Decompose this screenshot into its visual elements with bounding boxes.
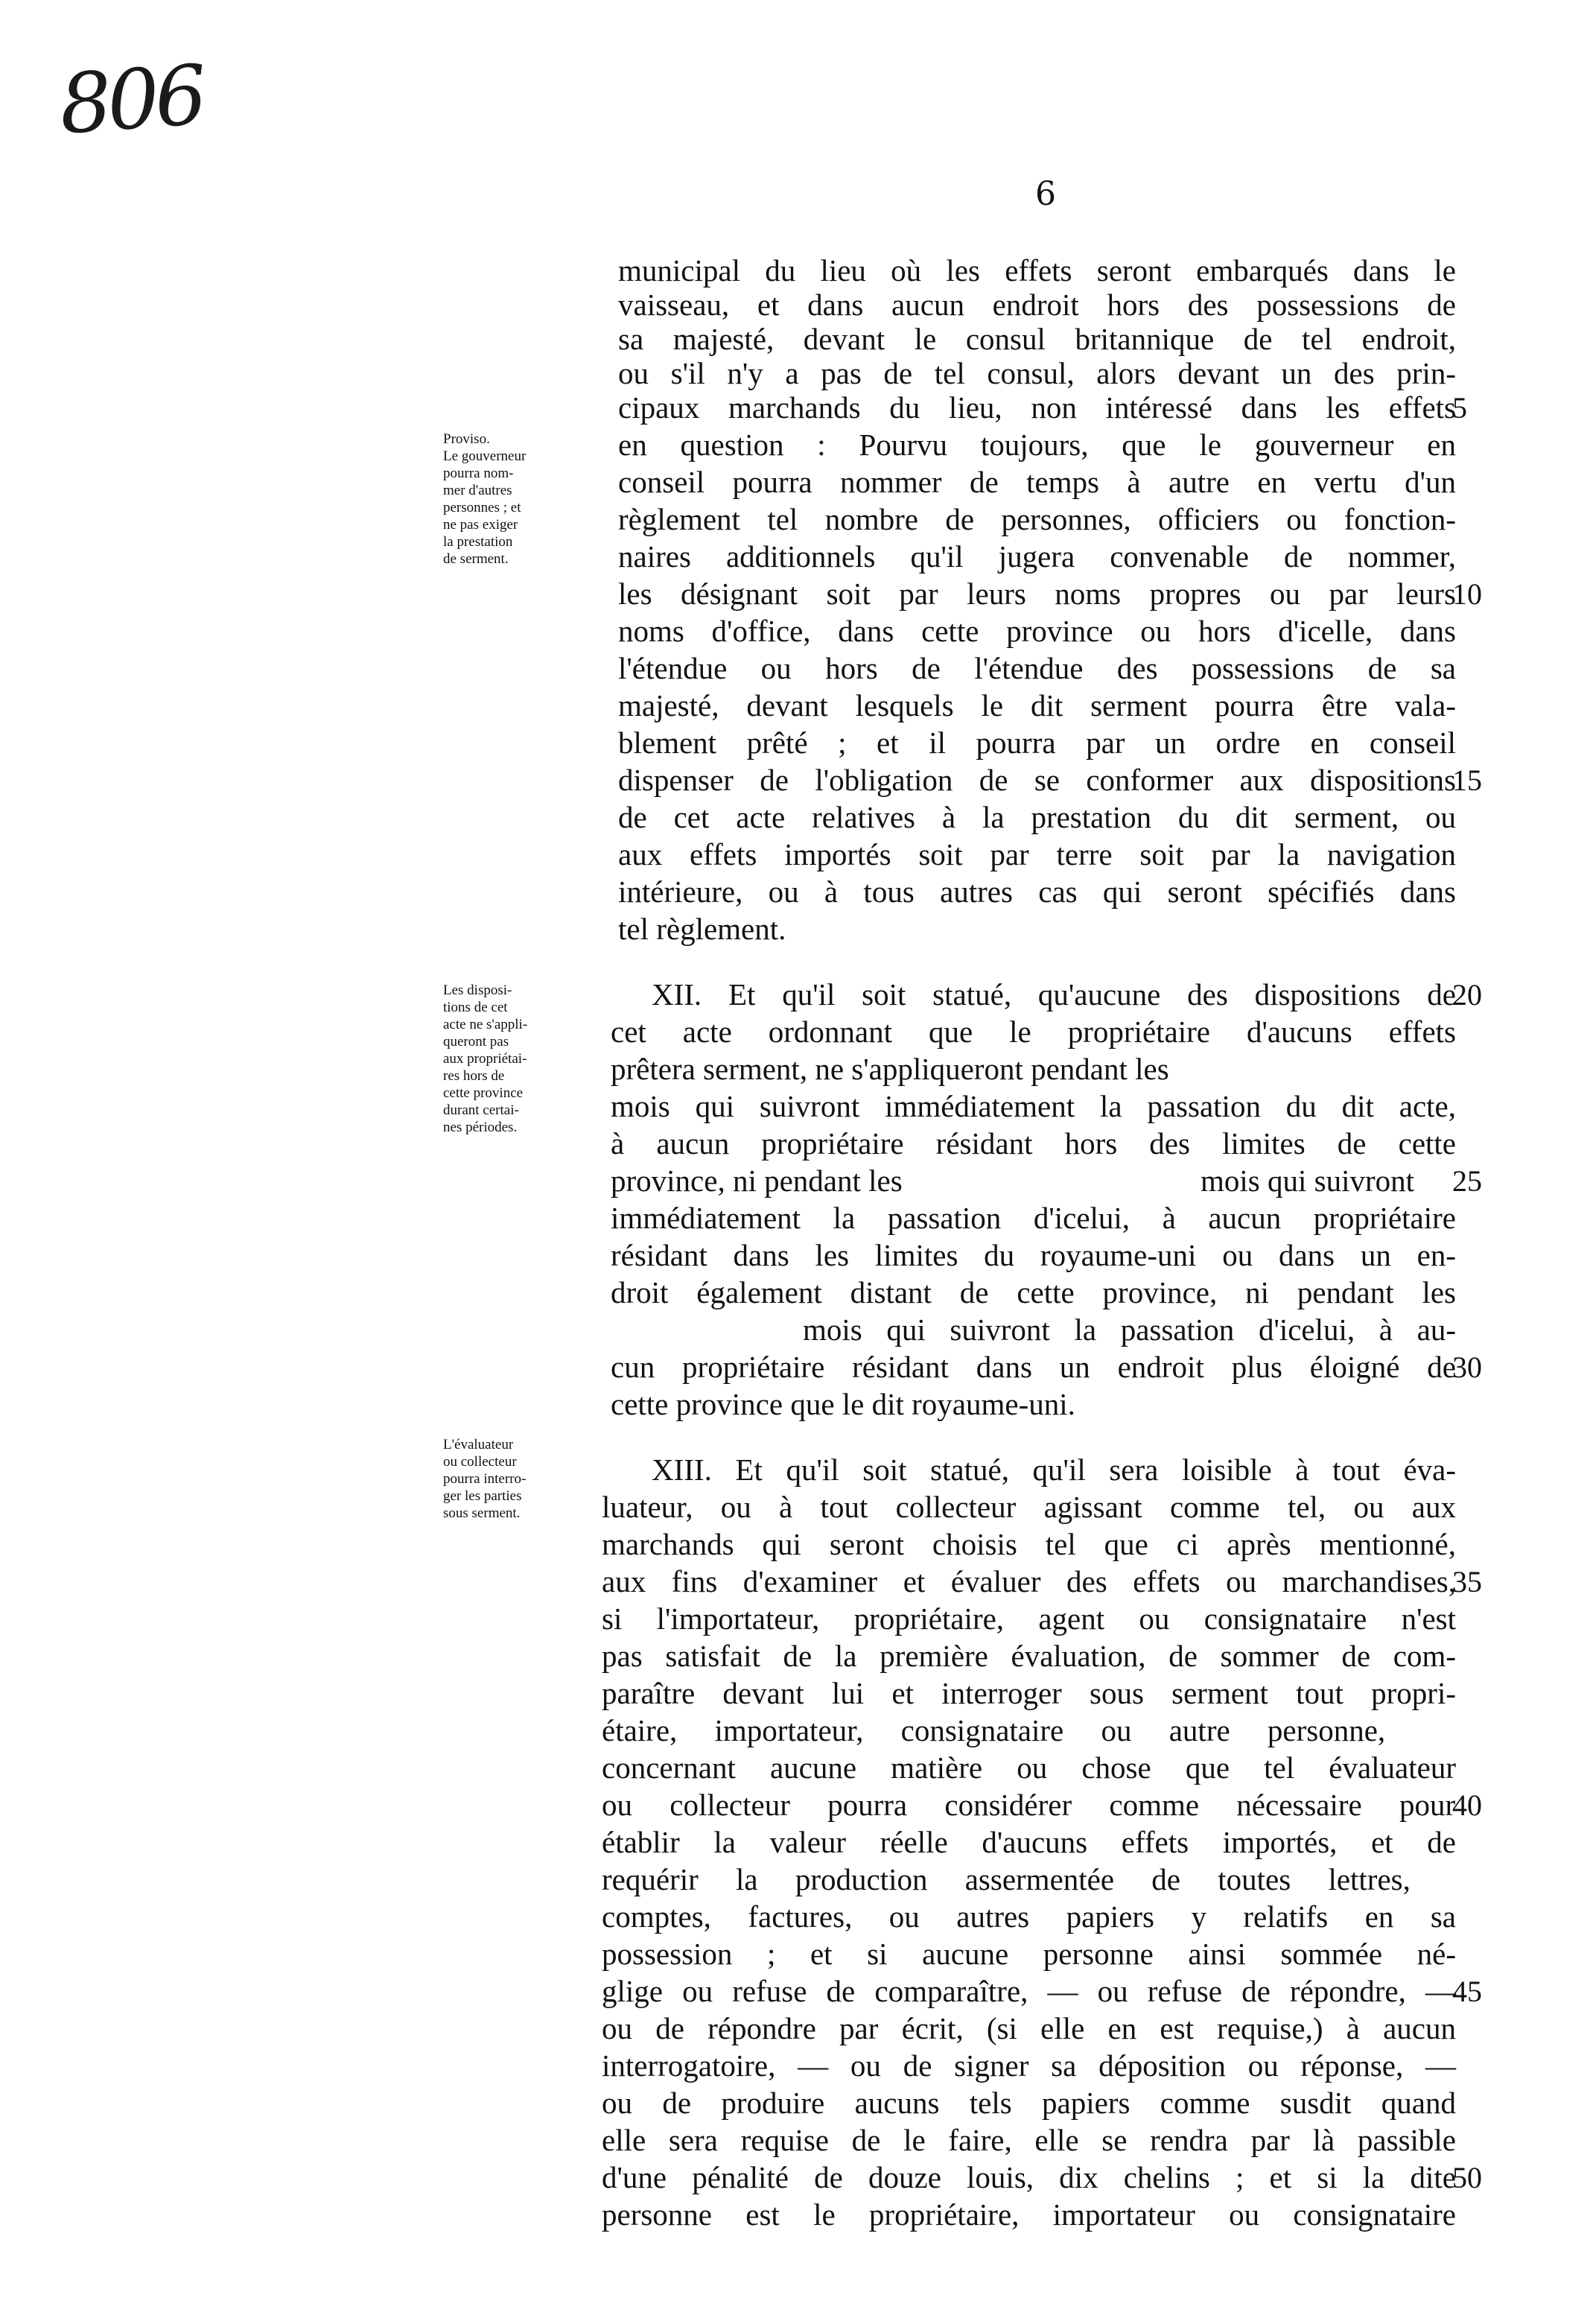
margin-note-line: ne pas exiger [443,517,518,533]
text-line: mois qui suivront immédiatement la passation du dit acte, [611,1089,1456,1123]
text-line: mois qui suivront [1201,1163,1415,1198]
margin-note-line: tions de cet [443,1000,508,1015]
text-line: naires additionnels qu'il jugera convenable de nommer, [618,539,1456,574]
text-line: blement prêté ; et il pourra par un ordre en conseil [618,726,1456,760]
text-line: XIII. Et qu'il soit statué, qu'il sera loisible à tout éva- [652,1452,1456,1487]
text-line: l'étendue ou hors de l'étendue des possessions de sa [618,651,1456,685]
line-number: 10 [1452,577,1482,611]
handwritten-note: 806 [56,47,206,153]
margin-note-line: cette province [443,1085,524,1101]
text-line: prêtera serment, ne s'appliqueront pendant les [611,1052,1169,1086]
line-number: 20 [1452,978,1482,1012]
text-line: établir la valeur réelle d'aucuns effets importés, et de [602,1825,1456,1859]
text-line: ou s'il n'y a pas de tel consul, alors devant un des prin- [618,356,1456,390]
text-line: aux effets importés soit par terre soit par la navigation [618,837,1456,872]
line-number: 15 [1452,763,1482,797]
margin-note-line: acte ne s'appli- [443,1017,528,1032]
line-number: 25 [1452,1164,1482,1198]
line-number: 35 [1452,1565,1482,1598]
line-number: 5 [1452,391,1467,425]
text-line: possession ; et si aucune personne ainsi sommée né- [602,1937,1456,1971]
text-line: cette province que le dit royaume-uni. [611,1387,1075,1421]
text-line: d'une pénalité de douze louis, dix chelins ; et si la dite [602,2160,1456,2194]
text-line: noms d'office, dans cette province ou hors d'icelle, dans [618,614,1456,648]
margin-note [443,1436,526,1522]
margin-note-line: sous serment. [443,1505,521,1521]
margin-note-line: mer d'autres [443,483,512,498]
text-line: droit également distant de cette province, ni pendant les [611,1275,1456,1309]
margin-note-line: ger les parties [443,1488,522,1504]
text-line: immédiatement la passation d'icelui, à aucun propriétaire [611,1201,1456,1235]
margin-note-line: Le gouverneur [443,448,527,464]
text-line: ou de répondre par écrit, (si elle en est requise,) à aucun [602,2011,1456,2045]
text-line: tel règlement. [618,912,786,946]
line-number: 40 [1452,1788,1482,1822]
text-line: aux fins d'examiner et évaluer des effets ou marchandises, [602,1564,1456,1598]
text-line: elle sera requise de le faire, elle se rendra par là passible [602,2123,1456,2157]
page-number: 6 [1035,175,1056,213]
text-line: interrogatoire, — ou de signer sa déposition ou réponse, — [602,2048,1456,2083]
margin-note-line: durant certai- [443,1102,519,1118]
text-line: comptes, factures, ou autres papiers y relatifs en sa [602,1899,1456,1934]
text-line: glige ou refuse de comparaître, — ou refuse de répondre, — [602,1974,1456,2008]
text-line: requérir la production assermentée de toutes lettres, [602,1862,1411,1896]
text-line: majesté, devant lesquels le dit serment pourra être vala- [618,688,1456,723]
text-line: cipaux marchands du lieu, non intéressé dans les effets [618,390,1456,425]
text-line: XII. Et qu'il soit statué, qu'aucune des dispositions de [652,977,1456,1012]
line-number: 45 [1452,1975,1482,2008]
margin-note-line: ou collecteur [443,1454,517,1470]
text-line: pas satisfait de la première évaluation, de sommer de com- [602,1639,1456,1673]
text-line: province, ni pendant les [611,1163,903,1198]
margin-note-line: pourra interro- [443,1471,527,1487]
margin-note [443,431,526,568]
margin-note-line: la prestation [443,534,513,550]
text-line: en question : Pourvu toujours, que le gouverneur en [618,428,1456,462]
margin-note [443,982,527,1136]
margin-note-line: Les disposi- [443,982,512,998]
margin-note-line: nes périodes. [443,1120,518,1135]
text-line: paraître devant lui et interroger sous serment tout propri- [602,1676,1456,1710]
text-line: ou collecteur pourra considérer comme nécessaire pour [602,1788,1456,1822]
text-line: dispenser de l'obligation de se conformer aux dispositions [618,763,1456,797]
margin-note-line: aux propriétai- [443,1051,527,1067]
text-line: marchands qui seront choisis tel que ci après mentionné, [602,1527,1456,1561]
text-line: à aucun propriétaire résidant hors des limites de cette [611,1126,1456,1161]
text-line: de cet acte relatives à la prestation du dit serment, ou [618,800,1456,834]
text-line: résidant dans les limites du royaume-uni ou dans un en- [611,1238,1456,1272]
text-line: cet acte ordonnant que le propriétaire d'aucuns effets [611,1015,1456,1049]
text-line: règlement tel nombre de personnes, officiers ou fonction- [618,502,1456,536]
text-line: cun propriétaire résidant dans un endroit plus éloigné de [611,1350,1456,1384]
text-line: intérieure, ou à tous autres cas qui seront spécifiés dans [618,874,1456,909]
text-line: si l'importateur, propriétaire, agent ou consignataire n'est [602,1601,1456,1636]
text-line: étaire, importateur, consignataire ou autre personne, [602,1713,1386,1747]
text-line: personne est le propriétaire, importateur ou consignataire [602,2197,1456,2232]
margin-note-line: L'évaluateur [443,1437,514,1452]
line-number: 50 [1452,2161,1482,2194]
margin-note-line: res hors de [443,1068,505,1084]
margin-note-line: personnes ; et [443,500,521,515]
text-line: sa majesté, devant le consul britannique de tel endroit, [618,322,1456,356]
text-line: vaisseau, et dans aucun endroit hors des possessions de [618,288,1456,322]
text-line: municipal du lieu où les effets seront embarqués dans le [618,253,1456,288]
margin-note-line: pourra nom- [443,466,514,481]
margin-note-line: Proviso. [443,431,490,447]
margin-note-line: queront pas [443,1034,509,1050]
text-line: les désignant soit par leurs noms propres ou par leurs [618,577,1456,611]
text-line: conseil pourra nommer de temps à autre en vertu d'un [618,465,1456,499]
text-line: mois qui suivront la passation d'icelui, à au- [803,1312,1456,1347]
text-line: ou de produire aucuns tels papiers comme susdit quand [602,2086,1456,2120]
text-line: concernant aucune matière ou chose que tel évaluateur [602,1750,1456,1785]
line-number: 30 [1452,1350,1482,1384]
text-line: luateur, ou à tout collecteur agissant comme tel, ou aux [602,1490,1456,1524]
margin-note-line: de serment. [443,551,509,567]
